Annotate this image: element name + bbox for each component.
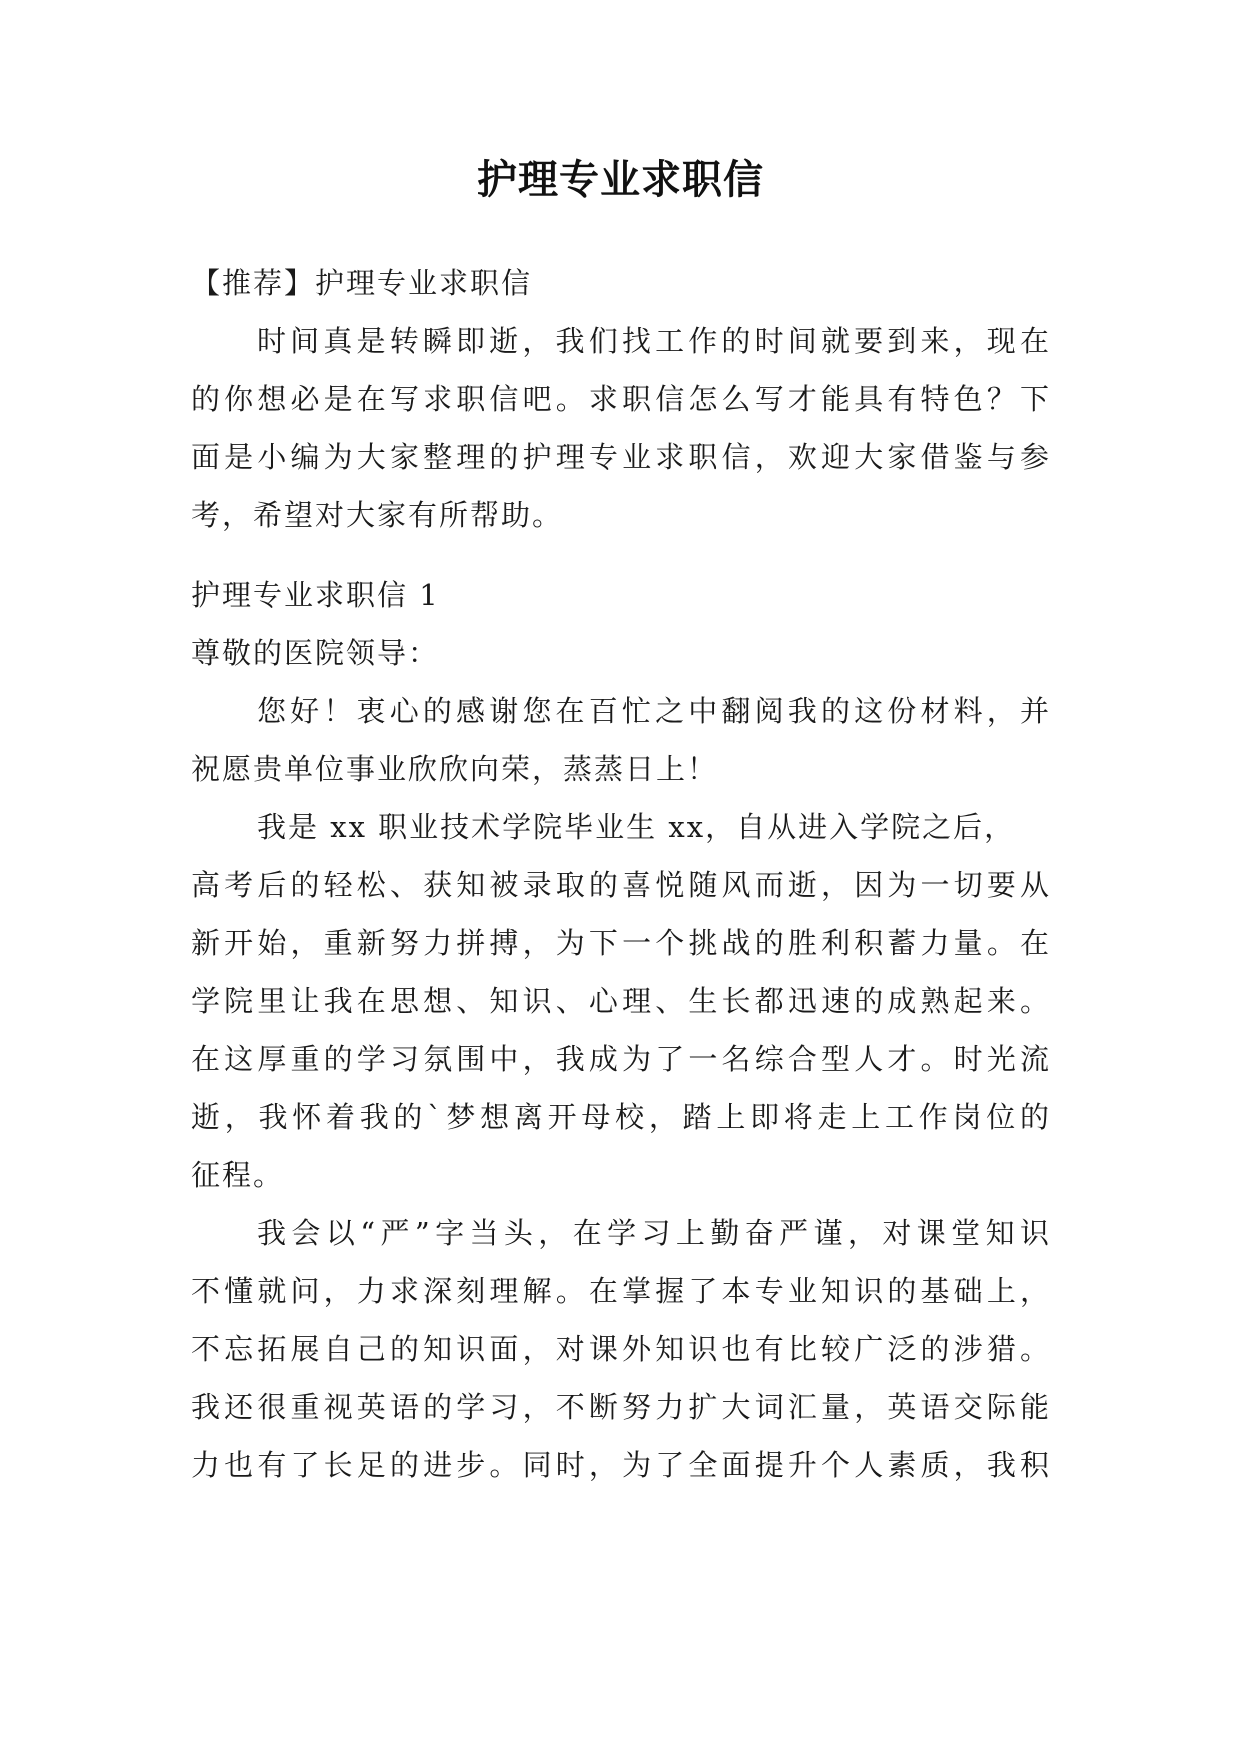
- page-title: 护理专业求职信: [477, 156, 764, 203]
- letter-heading: 护理专业求职信 1: [191, 578, 440, 612]
- study-line: 不懂就问，力求深刻理解。在掌握了本专业知识的基础上，: [191, 1274, 1051, 1308]
- salutation: 尊敬的医院领导：: [191, 636, 440, 670]
- background-line: 新开始，重新努力拼搏，为下一个挑战的胜利积蓄力量。在: [191, 926, 1051, 960]
- intro-line: 面是小编为大家整理的护理专业求职信，欢迎大家借鉴与参: [191, 440, 1051, 474]
- study-line: 我还很重视英语的学习，不断努力扩大词汇量，英语交际能: [191, 1390, 1051, 1424]
- intro-line: 考，希望对大家有所帮助。: [191, 498, 564, 532]
- intro-line: 时间真是转瞬即逝，我们找工作的时间就要到来，现在: [257, 324, 1051, 358]
- background-line: 征程。: [191, 1158, 285, 1192]
- study-line: 不忘拓展自己的知识面，对课外知识也有比较广泛的涉猎。: [191, 1332, 1051, 1366]
- background-line: 学院里让我在思想、知识、心理、生长都迅速的成熟起来。: [191, 984, 1051, 1018]
- background-line: 我是 xx 职业技术学院毕业生 xx，自从进入学院之后，: [257, 810, 1016, 844]
- greeting-line: 祝愿贵单位事业欣欣向荣，蒸蒸日上！: [191, 752, 719, 786]
- background-line: 在这厚重的学习氛围中，我成为了一名综合型人才。时光流: [191, 1042, 1051, 1076]
- study-line: 力也有了长足的进步。同时，为了全面提升个人素质，我积: [191, 1448, 1051, 1482]
- background-line: 高考后的轻松、获知被录取的喜悦随风而逝，因为一切要从: [191, 868, 1051, 902]
- intro-section: [191, 254, 1051, 544]
- intro-line: 的你想必是在写求职信吧。求职信怎么写才能具有特色？下: [191, 382, 1051, 416]
- study-line: 我会以“严”字当头，在学习上勤奋严谨，对课堂知识: [257, 1216, 1051, 1250]
- background-line: 逝，我怀着我的`梦想离开母校，踏上即将走上工作岗位的: [191, 1100, 1051, 1134]
- letter-section: [191, 566, 1051, 1494]
- greeting-line: 您好！衷心的感谢您在百忙之中翻阅我的这份材料，并: [257, 694, 1051, 728]
- recommend-line: 【推荐】护理专业求职信: [191, 266, 533, 300]
